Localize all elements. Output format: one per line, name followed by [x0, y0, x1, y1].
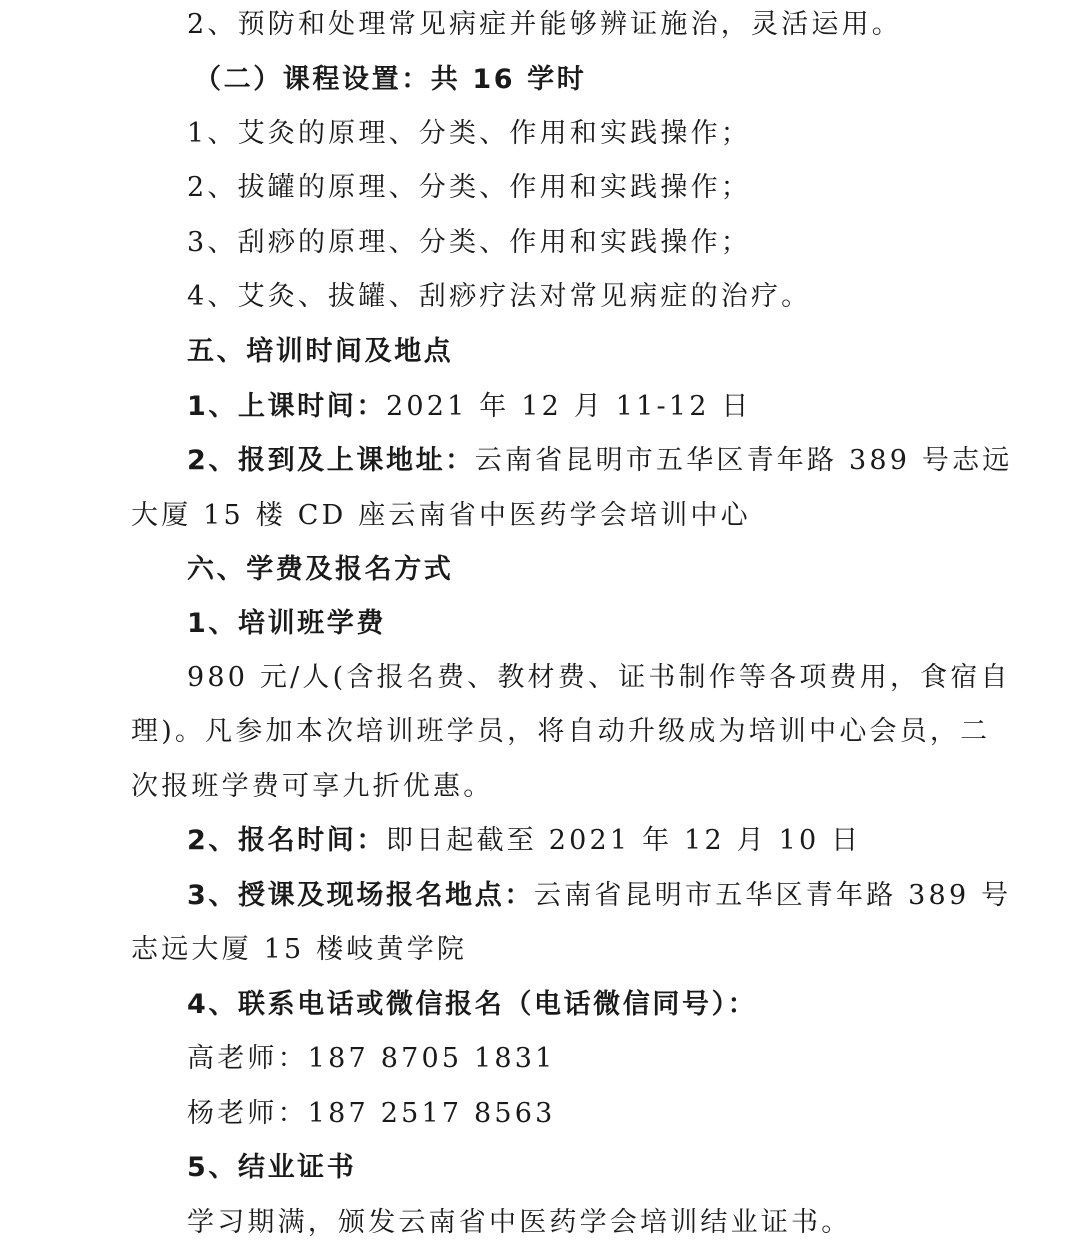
venue-continuation: 志远大厦 15 楼岐黄学院	[131, 934, 468, 965]
certificate-heading: 5、结业证书	[187, 1152, 357, 1183]
course-goal-item-2: 2、预防和处理常见病症并能够辨证施治，灵活运用。	[187, 9, 902, 40]
fee-text-line-2: 理)。凡参加本次培训班学员，将自动升级成为培训中心会员，二	[131, 716, 991, 747]
class-time-value: 2021 年 12 月 11-12 日	[386, 391, 752, 422]
section-5-heading: 五、培训时间及地点	[187, 336, 454, 367]
venue-value: 云南省昆明市五华区青年路 389 号	[534, 880, 1012, 911]
address-continuation: 大厦 15 楼 CD 座云南省中医药学会培训中心	[131, 500, 751, 531]
class-time-label: 1、上课时间：	[187, 391, 386, 422]
course-item-3: 3、刮痧的原理、分类、作用和实践操作；	[187, 227, 751, 258]
address-line	[187, 447, 1013, 474]
address-value: 云南省昆明市五华区青年路 389 号志远	[474, 445, 1013, 476]
contact-yang: 杨老师：187 2517 8563	[187, 1098, 556, 1129]
contact-heading: 4、联系电话或微信报名（电话微信同号）：	[187, 989, 758, 1020]
deadline-line	[187, 827, 861, 854]
class-time-line	[187, 393, 752, 420]
certificate-text: 学习期满，颁发云南省中医药学会培训结业证书。	[187, 1207, 852, 1238]
venue-label: 3、授课及现场报名地点：	[187, 880, 534, 911]
course-item-1: 1、艾灸的原理、分类、作用和实践操作；	[187, 118, 751, 149]
deadline-label: 2、报名时间：	[187, 825, 386, 856]
fee-text-line-3: 次报班学费可享九折优惠。	[131, 771, 494, 802]
venue-line	[187, 882, 1011, 909]
contact-gao: 高老师：187 8705 1831	[187, 1043, 556, 1074]
course-setup-heading: （二）课程设置：共 16 学时	[194, 64, 587, 95]
fee-heading: 1、培训班学费	[187, 608, 386, 639]
section-6-heading: 六、学费及报名方式	[187, 554, 454, 585]
course-item-2: 2、拔罐的原理、分类、作用和实践操作；	[187, 172, 751, 203]
fee-text-line-1: 980 元/人(含报名费、教材费、证书制作等各项费用，食宿自	[187, 662, 1011, 693]
deadline-value: 即日起截至 2021 年 12 月 10 日	[386, 825, 862, 856]
address-label: 2、报到及上课地址：	[187, 445, 475, 476]
course-item-4: 4、艾灸、拔罐、刮痧疗法对常见病症的治疗。	[187, 281, 812, 312]
